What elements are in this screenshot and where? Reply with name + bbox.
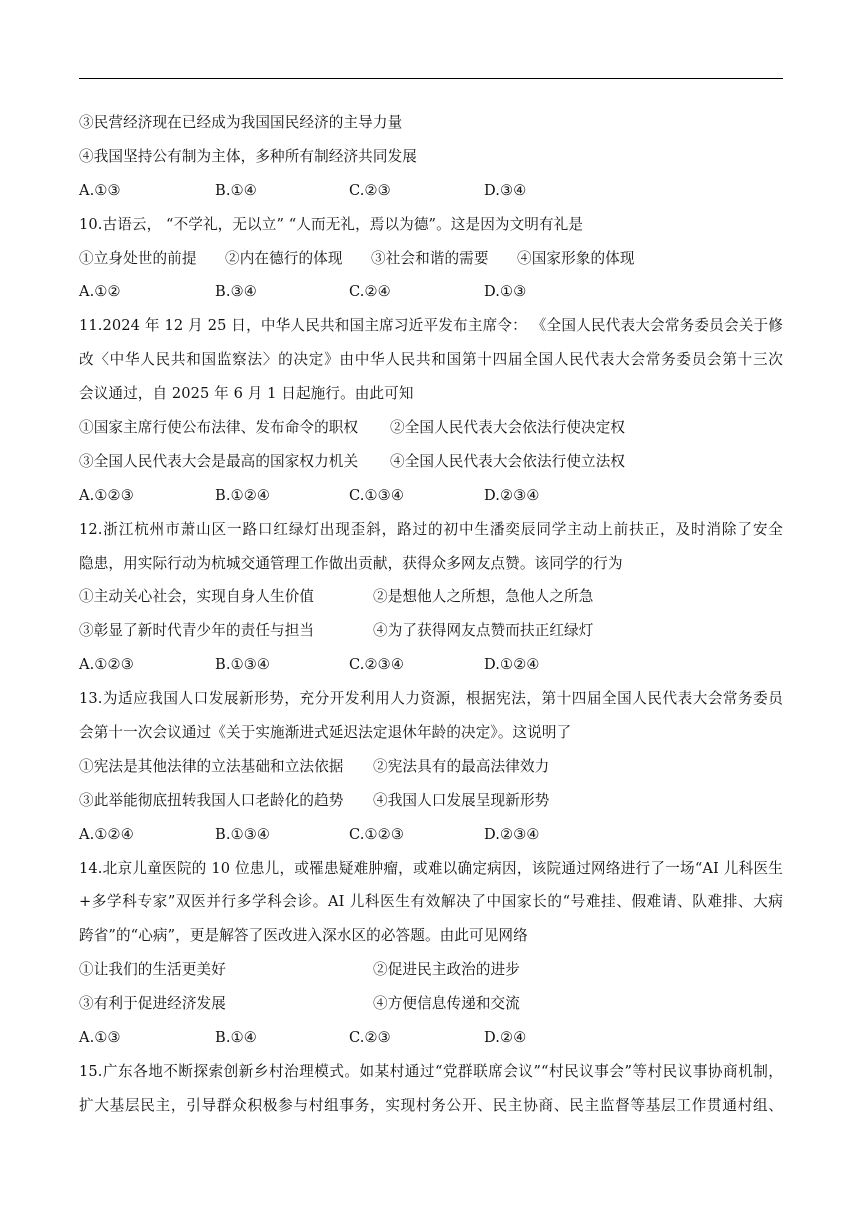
option-d: D.①②④: [484, 656, 540, 674]
q09-choice-4: ④我国坚持公有制为主体，多种所有制经济共同发展: [79, 147, 417, 165]
q11-stem-line-1: 11.2024 年 12 月 25 日，中华人民共和国主席习近平发布主席令： 《全国人民代表大会常务委员会关于修: [79, 317, 783, 335]
q12-choice-2: ②是想他人之所想，急他人之所急: [373, 588, 594, 606]
option-c: C.①③④: [349, 486, 405, 504]
q12-choice-3: ③彰显了新时代青少年的责任与担当: [79, 622, 315, 640]
q10-choices: [79, 242, 783, 276]
q14-choice-2: ②促进民主政治的进步: [373, 961, 520, 979]
q10-choice-2: ②内在德行的体现: [225, 249, 343, 267]
q11-choice-3: ③全国人民代表大会是最高的国家权力机关: [79, 452, 359, 470]
q14-choice-3: ③有利于促进经济发展: [79, 995, 226, 1013]
q13-stem-line-1: 13.为适应我国人口发展新形势，充分开发利用人力资源，根据宪法，第十四届全国人民代表大会常务委员: [79, 690, 783, 708]
q09-options: [79, 174, 783, 208]
q12-stem-line-1: 12.浙江杭州市萧山区一路口红绿灯出现歪斜，路过的初中生潘奕辰同学主动上前扶正，及时消除了安全: [79, 520, 783, 538]
q11-stem-line-3: 会议通过，自 2025 年 6 月 1 日起施行。由此可知: [79, 385, 414, 403]
option-d: D.②③④: [484, 825, 540, 843]
q11-stem-line-2: 改〈中华人民共和国监察法〉的决定》由中华人民共和国第十四届全国人民代表大会常务委员会第十三次: [79, 351, 783, 369]
q14-stem-line-2: +多学科专家”双医并行多学科会诊。AI 儿科医生有效解决了中国家长的“号难挂、假难请、队难排、大病: [79, 893, 783, 911]
q12-choices-row-2: [79, 614, 783, 648]
option-a: A.①③: [79, 1029, 121, 1047]
q13-options: [79, 818, 783, 852]
option-d: D.③④: [484, 181, 527, 199]
q15-stem-line-2: 扩大基层民主，引导群众积极参与村组事务，实现村务公开、民主协商、民主监督等基层工作贯通村组、: [79, 1096, 783, 1114]
q10-choice-4: ④国家形象的体现: [517, 249, 635, 267]
q14-stem-line-3: 跨省”的“心病”，更是解答了医改进入深水区的必答题。由此可见网络: [79, 927, 528, 945]
option-c: C.②④: [349, 283, 391, 301]
q11-choices-row-2: [79, 445, 783, 479]
option-b: B.①②④: [215, 486, 271, 504]
q12-choice-4: ④为了获得网友点赞而扶正红绿灯: [373, 622, 594, 640]
q10-options: [79, 275, 783, 309]
q14-stem-line-1: 14.北京儿童医院的 10 位患儿，或罹患疑难肿瘤，或难以确定病因，该院通过网络进行了一场“AI 儿科医生: [79, 859, 783, 877]
option-b: B.③④: [215, 283, 257, 301]
option-b: B.①④: [215, 181, 257, 199]
q13-choices-row-1: [79, 750, 783, 784]
option-a: A.①②: [79, 283, 121, 301]
option-a: A.①②④: [79, 825, 134, 843]
option-b: B.①③④: [215, 656, 271, 674]
q11-choice-2: ②全国人民代表大会依法行使决定权: [390, 419, 626, 437]
option-c: C.①②③: [349, 825, 405, 843]
q13-choice-1: ①宪法是其他法律的立法基础和立法依据: [79, 757, 344, 775]
q15-stem-line-1: 15.广东各地不断探索创新乡村治理模式。如某村通过“党群联席会议”“村民议事会”等村民议事协商机制，: [79, 1062, 783, 1080]
q14-options: [79, 1021, 783, 1055]
q11-choices-row-1: [79, 411, 783, 445]
q13-choice-2: ②宪法具有的最高法律效力: [373, 757, 550, 775]
option-d: D.②④: [484, 1029, 527, 1047]
q14-choices-row-1: [79, 953, 783, 987]
q14-choices-row-2: [79, 987, 783, 1021]
q13-choice-4: ④我国人口发展呈现新形势: [373, 791, 550, 809]
q11-options: [79, 479, 783, 513]
header-rule: [79, 78, 783, 79]
option-c: C.②③: [349, 181, 391, 199]
q13-choice-3: ③此举能彻底扭转我国人口老龄化的趋势: [79, 791, 344, 809]
q12-choice-1: ①主动关心社会，实现自身人生价值: [79, 588, 315, 606]
option-a: A.①②③: [79, 486, 134, 504]
option-c: C.②③④: [349, 656, 405, 674]
q13-choices-row-2: [79, 784, 783, 818]
q14-choice-1: ①让我们的生活更美好: [79, 961, 226, 979]
q13-stem-line-2: 会第十一次会议通过《关于实施渐进式延迟法定退休年龄的决定》。这说明了: [79, 724, 572, 742]
option-d: D.②③④: [484, 486, 540, 504]
q09-choice-3: ③民营经济现在已经成为我国国民经济的主导力量: [79, 114, 403, 131]
q10-stem: 10.古语云， “不学礼，无以立” “人而无礼，焉以为德”。这是因为文明有礼是: [79, 215, 584, 233]
q11-choice-1: ①国家主席行使公布法律、发布命令的职权: [79, 419, 359, 437]
option-a: A.①②③: [79, 656, 134, 674]
q10-choice-1: ①立身处世的前提: [79, 249, 197, 267]
q11-choice-4: ④全国人民代表大会依法行使立法权: [390, 452, 626, 470]
q12-stem-line-2: 隐患，用实际行动为杭城交通管理工作做出贡献，获得众多网友点赞。该同学的行为: [79, 554, 623, 572]
exam-page-content: [79, 106, 783, 1123]
option-b: B.①③④: [215, 825, 271, 843]
q12-options: [79, 648, 783, 682]
q14-choice-4: ④方便信息传递和交流: [373, 995, 520, 1013]
option-c: C.②③: [349, 1029, 391, 1047]
option-b: B.①④: [215, 1029, 257, 1047]
q10-choice-3: ③社会和谐的需要: [371, 249, 489, 267]
option-d: D.①③: [484, 283, 527, 301]
option-a: A.①③: [79, 181, 121, 199]
q12-choices-row-1: [79, 580, 783, 614]
